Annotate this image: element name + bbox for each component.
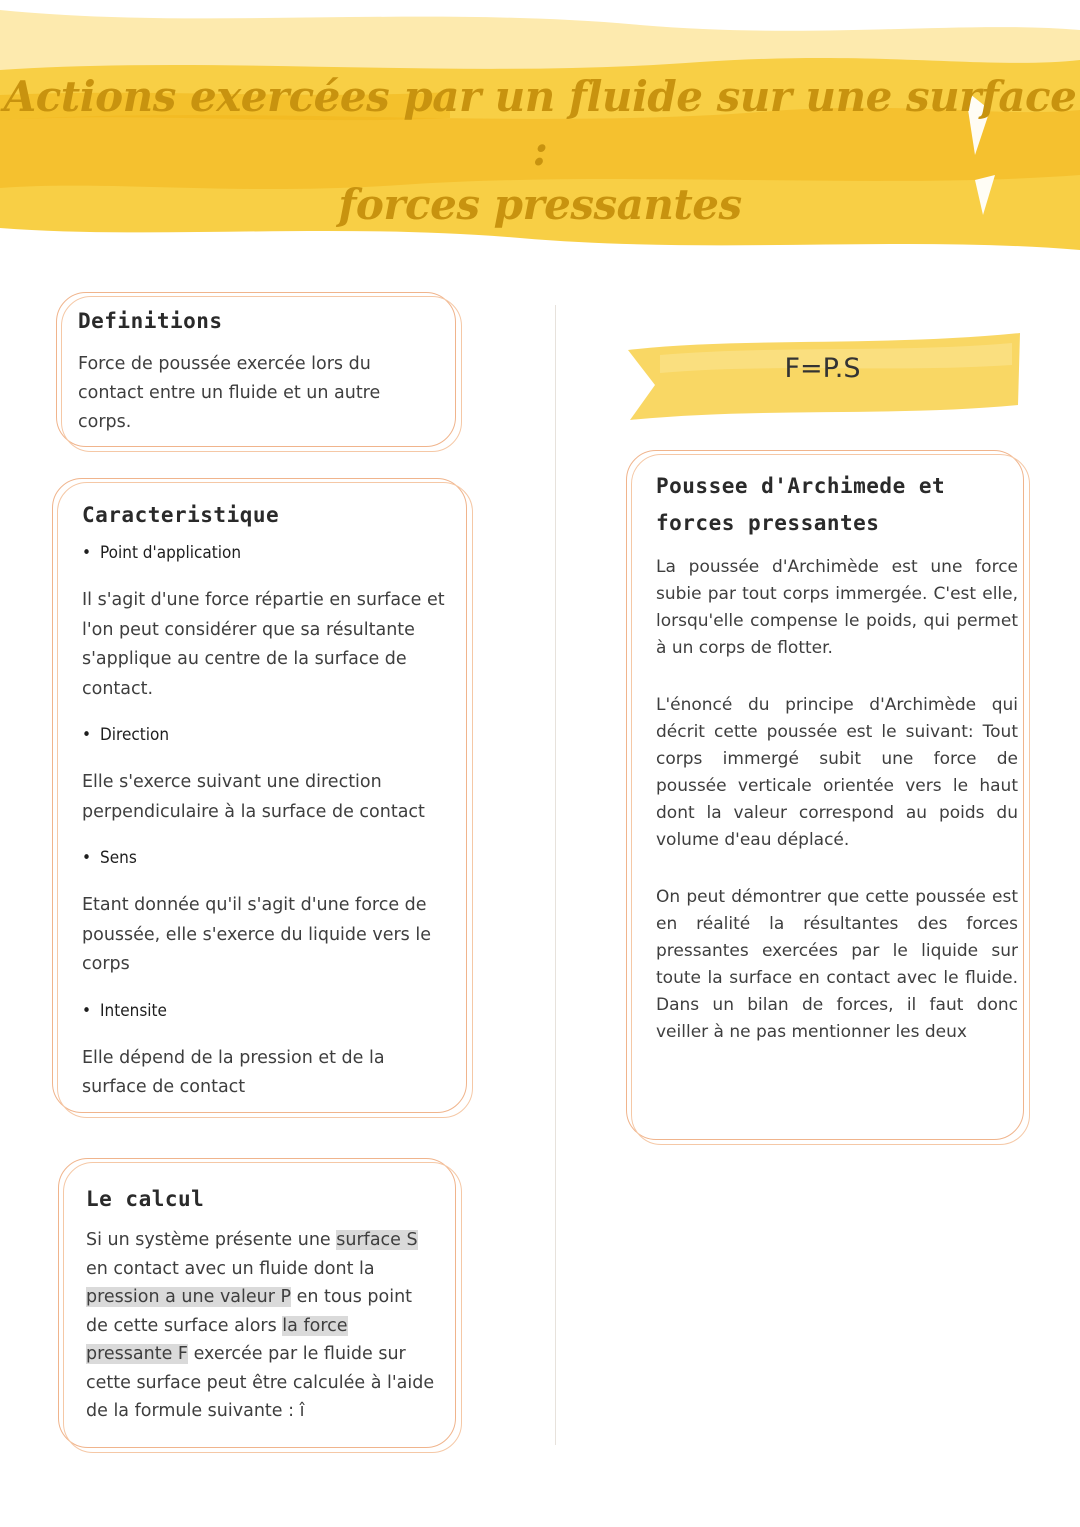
archimede-paragraph-2: L'énoncé du principe d'Archimède qui décrit cette poussée est le suivant: Tout corps immergé subit une force de poussée verticale orientée vers le haut dont la valeur correspond au poids du volume d'eau déplacé. (656, 695, 1018, 850)
column-divider (555, 305, 556, 1445)
text-intensite: Elle dépend de la pression et de la surface de contact (82, 1047, 385, 1097)
caracteristique-heading: Caracteristique (82, 503, 280, 527)
text-direction: Elle s'exerce suivant une direction perpendiculaire à la surface de contact (82, 772, 425, 822)
archimede-heading-line-2: forces pressantes (656, 511, 880, 535)
text-sens: Etant donnée qu'il s'agit d'une force de poussée, elle s'exerce du liquide vers le corps (82, 895, 431, 974)
calcul-text-1: Si un système présente une (86, 1230, 337, 1250)
bullet-direction: • Direction (82, 722, 453, 748)
calcul-text-3: en tous point de cette surface alors (86, 1287, 413, 1336)
definitions-card (56, 292, 456, 447)
archimede-heading-line-1: Poussee d'Archimede et (656, 474, 946, 498)
calcul-text-2: en contact avec un fluide dont la (86, 1258, 375, 1279)
calcul-text (86, 1226, 436, 1426)
calcul-heading: Le calcul (86, 1187, 205, 1211)
caracteristique-card (52, 478, 467, 1113)
highlight-pression: pression a une valeur P (86, 1287, 292, 1307)
archimede-heading (656, 468, 1018, 542)
bullet-sens: • Sens (82, 845, 453, 871)
bullet-point-application: • Point d'application (82, 540, 453, 566)
bullet-intensite: • Intensite (82, 998, 453, 1024)
highlight-force: la force pressante F (86, 1315, 348, 1364)
definitions-text: Force de poussée exercée lors du contact entre un fluide et un autre corps. (78, 354, 381, 432)
page-title (0, 70, 1080, 232)
calcul-text-4: exercée par le fluide sur cette surface peut être calculée à l'aide de la formule suivante : î (86, 1344, 435, 1421)
text-point-application: Il s'agit d'une force répartie en surface et l'on peut considérer que sa résultante s'applique au centre de la surface de contact. (82, 590, 445, 699)
highlight-surface: surface S (336, 1230, 418, 1250)
archimede-card (626, 450, 1024, 1140)
calcul-card (58, 1158, 456, 1448)
title-line-1: Actions exercées par un fluide sur une surface : (3, 72, 1077, 175)
definitions-heading: Definitions (78, 309, 223, 333)
formula-banner (620, 325, 1025, 425)
archimede-paragraph-1: La poussée d'Archimède est une force subie par tout corps immergée. C'est elle, lorsqu'elle compense le poids, qui permet à un corps de flotter. (656, 557, 1018, 658)
formula-text: F=P.S (784, 353, 861, 384)
title-line-2: forces pressantes (338, 180, 742, 229)
archimede-paragraph-3: On peut démontrer que cette poussée est en réalité la résultantes des forces pressantes exercées par le liquide sur toute la surface en contact avec le fluide. Dans un bilan de forces, il faut donc veiller à ne pas mentionner les deux (656, 887, 1018, 1042)
